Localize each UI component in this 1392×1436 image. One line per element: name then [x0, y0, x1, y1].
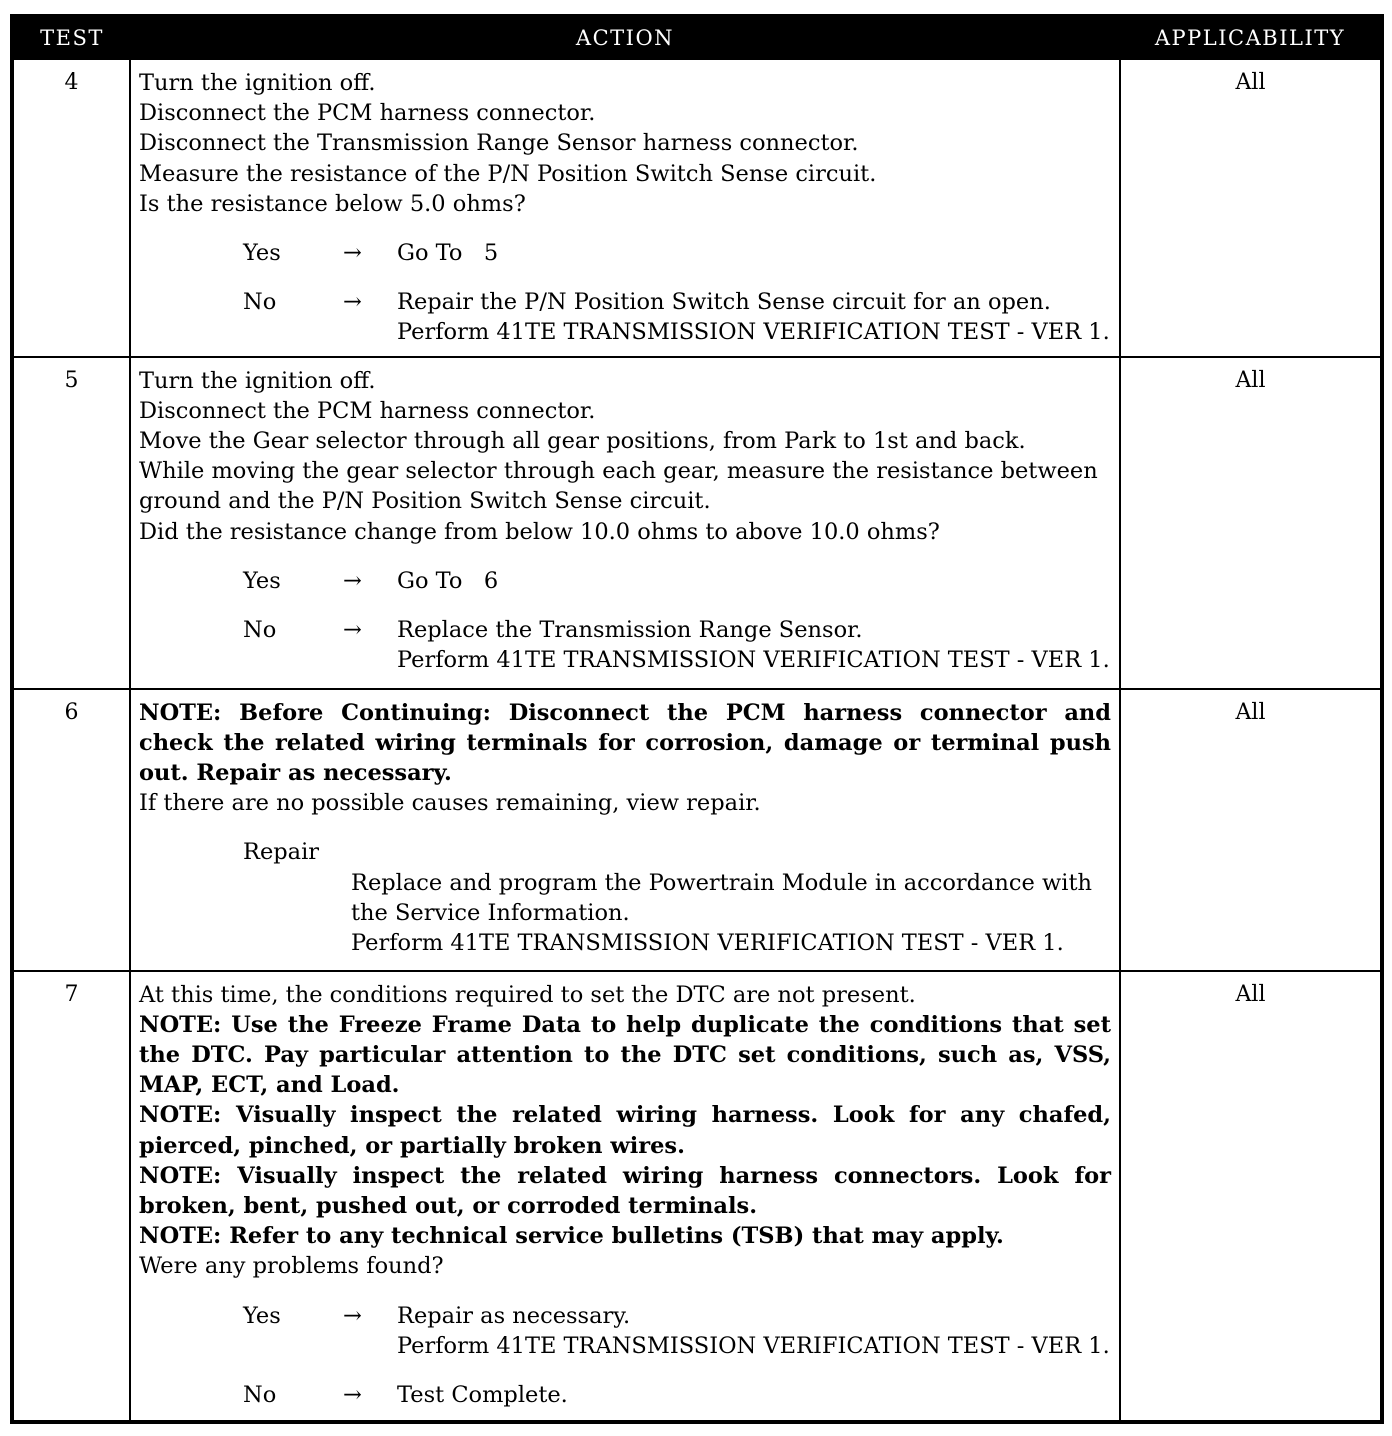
yes-label: Yes — [243, 1302, 281, 1329]
note-text: NOTE: Use the Freeze Frame Data to help duplicate the conditions that set the DTC. Pay particular attention to the DTC set conditions, such as, VSS, MAP, ECT, and Load. — [139, 1011, 1111, 1099]
goto-link[interactable]: Go To 6 — [397, 567, 499, 594]
action-step: If there are no possible causes remaining, view repair. — [139, 790, 761, 817]
action-step: At this time, the conditions required to set the DTC are not present. — [139, 981, 916, 1008]
applicability-value: All — [1120, 971, 1382, 1422]
applicability-value: All — [1120, 59, 1382, 357]
action-step: Disconnect the Transmission Range Sensor harness connector. — [139, 130, 859, 157]
header-test: TEST — [12, 16, 130, 59]
table-row-test-5 — [12, 357, 1382, 689]
result-line: Perform 41TE TRANSMISSION VERIFICATION TEST - VER 1. — [397, 647, 1110, 674]
yes-branch — [243, 238, 1111, 268]
table-header-row — [12, 16, 1382, 59]
no-label: No — [243, 617, 277, 644]
action-step: ground and the P/N Position Switch Sense circuit. — [139, 488, 711, 515]
table-row-test-6 — [12, 689, 1382, 971]
action-step: Move the Gear selector through all gear positions, from Park to 1st and back. — [139, 428, 1026, 455]
header-applicability: APPLICABILITY — [1120, 16, 1382, 59]
no-label: No — [243, 289, 277, 316]
result-line: Test Complete. — [397, 1382, 568, 1409]
no-branch — [243, 287, 1111, 347]
test-number: 7 — [12, 971, 130, 1422]
yes-result[interactable] — [397, 566, 1111, 596]
action-step: While moving the gear selector through each gear, measure the resistance between — [139, 458, 1098, 485]
result-line: Repair as necessary. — [397, 1302, 631, 1329]
no-branch — [243, 615, 1111, 675]
yes-label: Yes — [243, 240, 281, 267]
yes-branch — [243, 566, 1111, 596]
repair-line: Perform 41TE TRANSMISSION VERIFICATION TEST - VER 1. — [351, 930, 1064, 957]
test-number: 6 — [12, 689, 130, 971]
test-number: 4 — [12, 59, 130, 357]
action-step: Disconnect the PCM harness connector. — [139, 397, 596, 424]
right-arrow-icon: → — [343, 1382, 362, 1409]
repair-line: Replace and program the Powertrain Module in accordance with — [351, 869, 1092, 896]
right-arrow-icon: → — [343, 617, 362, 644]
result-line: Perform 41TE TRANSMISSION VERIFICATION TEST - VER 1. — [397, 319, 1110, 346]
note-text: NOTE: Visually inspect the related wiring harness connectors. Look for broken, bent, pushed out, or corroded terminals. — [139, 1162, 1111, 1220]
repair-line: the Service Information. — [351, 899, 630, 926]
table-row-test-7 — [12, 971, 1382, 1422]
diagnostic-test-table — [10, 14, 1384, 1424]
right-arrow-icon: → — [343, 240, 362, 267]
repair-label[interactable]: Repair — [243, 839, 320, 866]
action-step: Turn the ignition off. — [139, 70, 376, 96]
action-cell — [130, 357, 1120, 689]
yes-label: Yes — [243, 567, 281, 594]
note-text: NOTE: Refer to any technical service bulletins (TSB) that may apply. — [139, 1223, 1004, 1250]
yes-result[interactable] — [397, 238, 1111, 268]
note-text: NOTE: Before Continuing: Disconnect the PCM harness connector and check the related wiring terminals for corrosion, damage or terminal push out. Repair as necessary. — [139, 699, 1111, 787]
test-number: 5 — [12, 357, 130, 689]
action-step: Measure the resistance of the P/N Position Switch Sense circuit. — [139, 160, 877, 187]
no-result — [397, 287, 1111, 347]
no-label: No — [243, 1382, 277, 1409]
action-question: Is the resistance below 5.0 ohms? — [139, 190, 526, 217]
yes-result — [397, 1301, 1111, 1361]
action-step: Disconnect the PCM harness connector. — [139, 100, 596, 127]
header-action: ACTION — [130, 16, 1120, 59]
goto-link[interactable]: Go To 5 — [397, 240, 499, 267]
result-line: Replace the Transmission Range Sensor. — [397, 617, 863, 644]
note-text: NOTE: Visually inspect the related wiring harness. Look for any chafed, pierced, pinched, or partially broken wires. — [139, 1102, 1111, 1159]
right-arrow-icon: → — [343, 567, 362, 594]
action-step: Turn the ignition off. — [139, 367, 376, 394]
action-question: Were any problems found? — [139, 1253, 444, 1280]
applicability-value: All — [1120, 357, 1382, 689]
no-result — [397, 615, 1111, 675]
result-line: Repair the P/N Position Switch Sense circuit for an open. — [397, 289, 1051, 316]
no-result — [397, 1380, 1111, 1410]
action-cell — [130, 59, 1120, 357]
no-branch — [243, 1380, 1111, 1410]
result-line: Perform 41TE TRANSMISSION VERIFICATION TEST - VER 1. — [397, 1332, 1110, 1359]
action-cell — [130, 971, 1120, 1422]
action-question: Did the resistance change from below 10.0 ohms to above 10.0 ohms? — [139, 518, 940, 545]
repair-instructions — [351, 868, 1111, 959]
right-arrow-icon: → — [343, 1302, 362, 1329]
applicability-value: All — [1120, 689, 1382, 971]
table-row-test-4 — [12, 59, 1382, 357]
action-cell — [130, 689, 1120, 971]
yes-branch — [243, 1301, 1111, 1361]
right-arrow-icon: → — [343, 289, 362, 316]
